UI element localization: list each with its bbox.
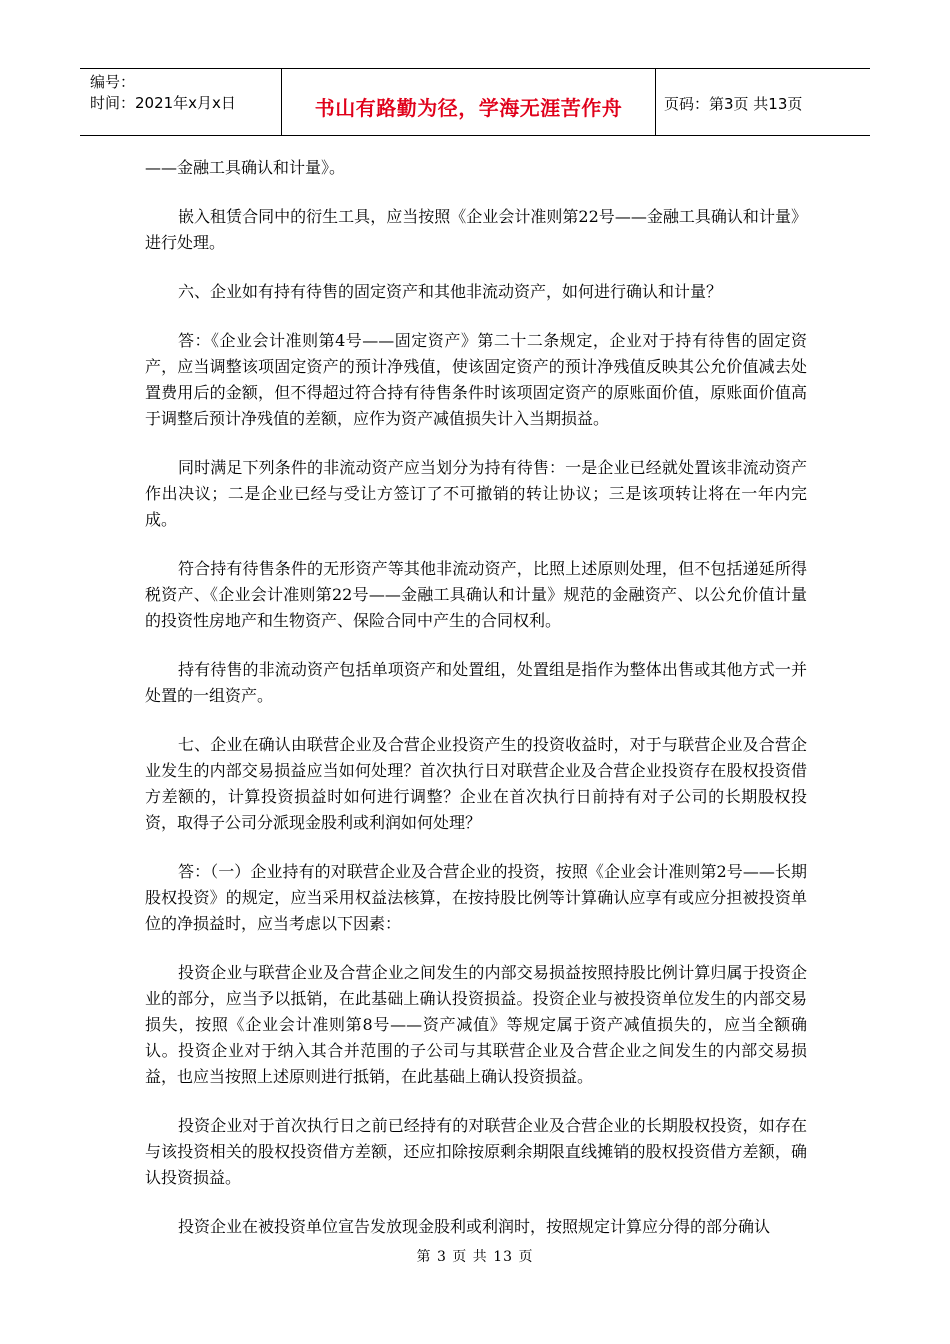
section-heading: 七、企业在确认由联营企业及合营企业投资产生的投资收益时，对于与联营企业及合营企业发生的内部交易损益应当如何处理？首次执行日对联营企业及合营企业投资存在股权投资借方差额的，计算投资损益时如何进行调整？企业在首次执行日前持有对子公司的长期股权投资，取得子公司分派现金股利或利润如何处理？ bbox=[145, 735, 807, 832]
paragraph: 同时满足下列条件的非流动资产应当划分为持有待售：一是企业已经就处置该非流动资产作出决议；二是企业已经与受让方签订了不可撤销的转让协议；三是该项转让将在一年内完成。 bbox=[145, 458, 807, 529]
paragraph: 持有待售的非流动资产包括单项资产和处置组，处置组是指作为整体出售或其他方式一并处置的一组资产。 bbox=[145, 660, 807, 705]
paragraph: 投资企业在被投资单位宣告发放现金股利或利润时，按照规定计算应分得的部分确认 bbox=[178, 1217, 771, 1236]
page-footer: 第 3 页 共 13 页 bbox=[416, 1249, 534, 1265]
header-page-label: 页码：第3页 共13页 bbox=[664, 94, 803, 113]
header-meta bbox=[80, 69, 281, 135]
paragraph: 投资企业对于首次执行日之前已经持有的对联营企业及合营企业的长期股权投资，如存在与该投资相关的股权投资借方差额，还应扣除按原剩余期限直线摊销的股权投资借方差额，确认投资损益。 bbox=[145, 1116, 807, 1187]
document-body bbox=[145, 155, 807, 1240]
date-label: 时间：2021年x月x日 bbox=[90, 94, 236, 112]
paragraph: 答：（一）企业持有的对联营企业及合营企业的投资，按照《企业会计准则第2号——长期股权投资》的规定，应当采用权益法核算，在按持股比例等计算确认应享有或应分担被投资单位的净损益时，应当考虑以下因素： bbox=[145, 862, 807, 933]
section-heading: 六、企业如有持有待售的固定资产和其他非流动资产，如何进行确认和计量？ bbox=[178, 282, 723, 301]
paragraph: 投资企业与联营企业及合营企业之间发生的内部交易损益按照持股比例计算归属于投资企业的部分，应当予以抵销，在此基础上确认投资损益。投资企业与被投资单位发生的内部交易损失，按照《企业会计准则第8号——资产减值》等规定属于资产减值损失的，应当全额确认。投资企业对于纳入其合并范围的子公司与其联营企业及合营企业之间发生的内部交易损益，也应当按照上述原则进行抵销，在此基础上确认投资损益。 bbox=[145, 963, 807, 1086]
paragraph: ——金融工具确认和计量》。 bbox=[145, 158, 346, 177]
header-motto: 书山有路勤为径，学海无涯苦作舟 bbox=[281, 69, 656, 135]
paragraph: 嵌入租赁合同中的衍生工具，应当按照《企业会计准则第22号——金融工具确认和计量》进行处理。 bbox=[145, 207, 807, 252]
page-header bbox=[80, 68, 870, 136]
paragraph: 符合持有待售条件的无形资产等其他非流动资产，比照上述原则处理，但不包括递延所得税资产、《企业会计准则第22号——金融工具确认和计量》规范的金融资产、以公允价值计量的投资性房地产和生物资产、保险合同中产生的合同权利。 bbox=[145, 559, 807, 630]
number-label: 编号： bbox=[90, 73, 136, 91]
paragraph: 答：《企业会计准则第4号——固定资产》第二十二条规定，企业对于持有待售的固定资产，应当调整该项固定资产的预计净残值，使该固定资产的预计净残值反映其公允价值减去处置费用后的金额，但不得超过符合持有待售条件时该项固定资产的原账面价值，原账面价值高于调整后预计净残值的差额，应作为资产减值损失计入当期损益。 bbox=[145, 331, 807, 428]
